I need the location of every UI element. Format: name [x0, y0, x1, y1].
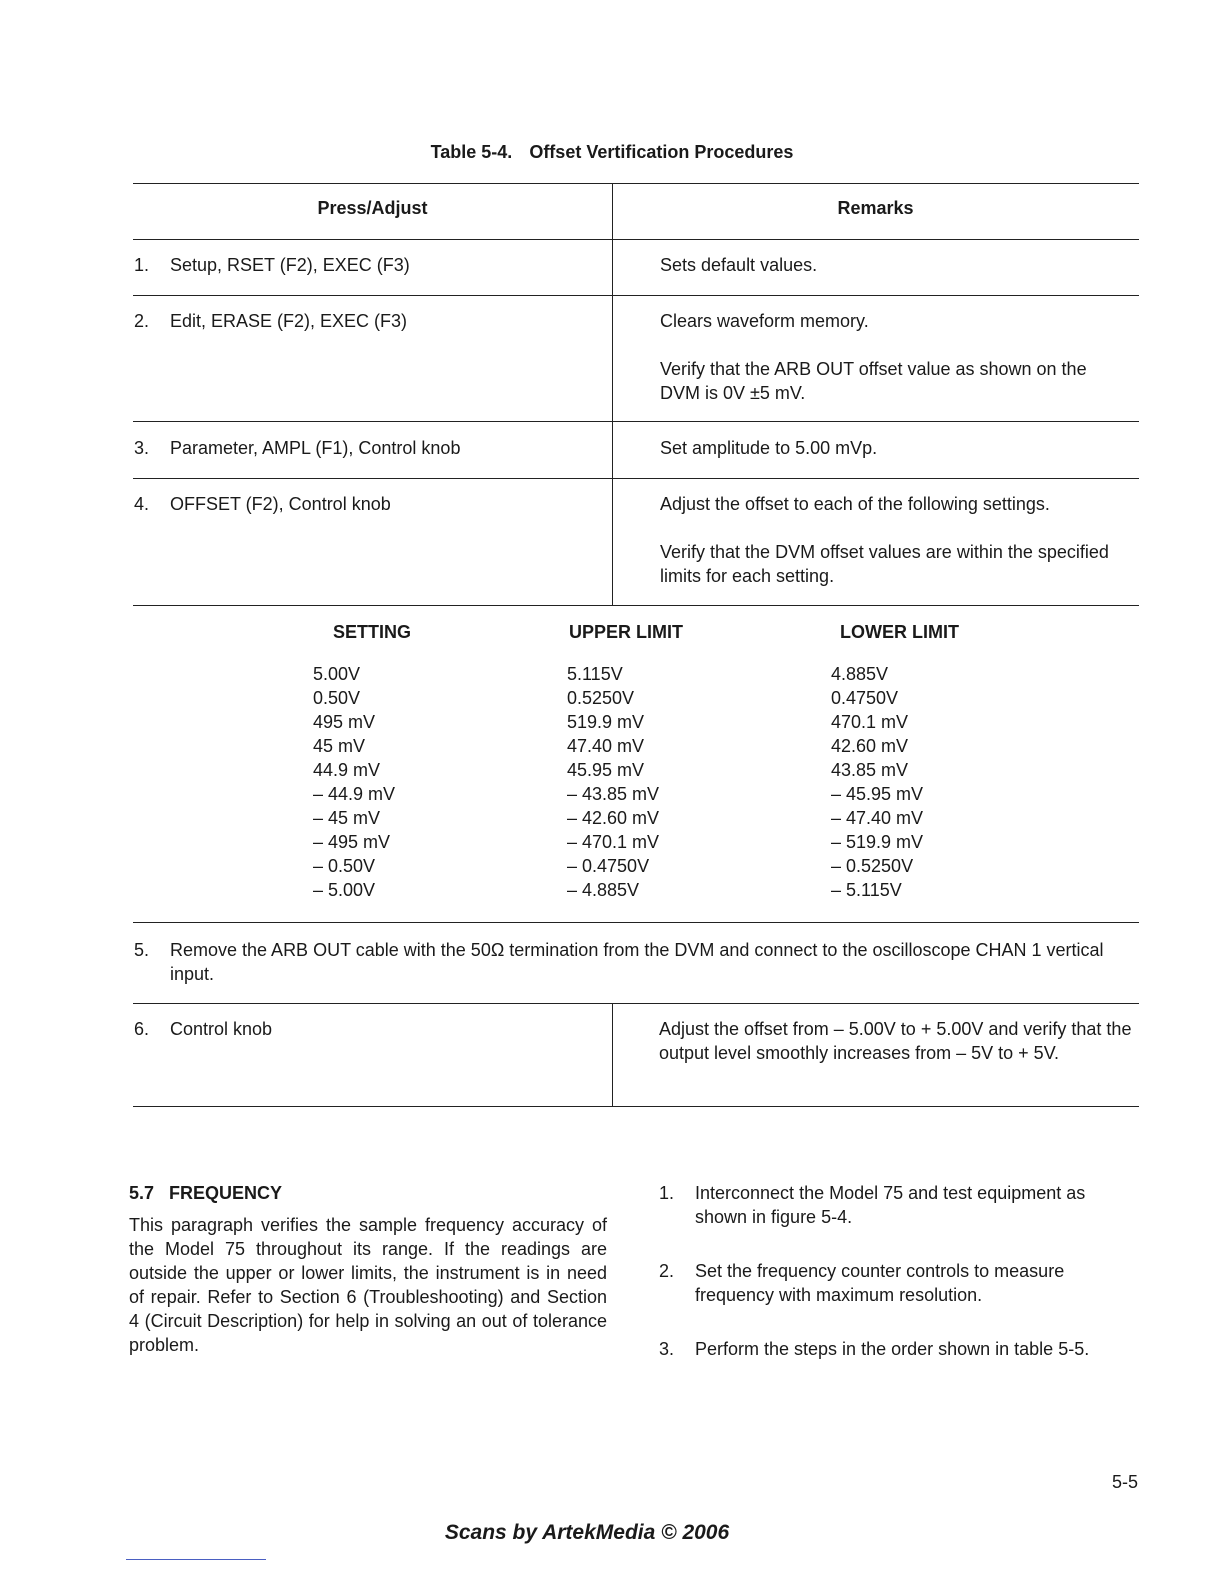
limit-value: 0.50V [313, 688, 361, 708]
setting-header: SETTING [333, 622, 412, 642]
table-rule [133, 295, 1139, 296]
list-item [659, 1181, 1139, 1229]
remark-text: Adjust the offset from – 5.00V to + 5.00V and verify that the output level smoothly increases from – 5V to + 5V. [659, 1019, 1132, 1063]
setting-column [313, 620, 513, 902]
column-divider [612, 1003, 613, 1106]
remark-text: Sets default values. [660, 255, 818, 275]
lower-limit-column [831, 620, 1051, 902]
table-row [134, 938, 1144, 986]
step-number: 5. [134, 940, 150, 960]
step-number: 3. [659, 1339, 675, 1359]
table-row [134, 1017, 604, 1041]
limit-value: – 45.95 mV [831, 784, 924, 804]
limit-value: – 47.40 mV [831, 808, 924, 828]
limit-value: 519.9 mV [567, 712, 645, 732]
limit-value: 47.40 mV [567, 736, 645, 756]
table-title [0, 142, 1224, 163]
remark-text: Adjust the offset to each of the following settings. [660, 494, 1050, 514]
limit-value: 4.885V [831, 664, 889, 684]
table-row [134, 253, 604, 277]
limit-value: 5.00V [313, 664, 361, 684]
step-number: 6. [134, 1019, 150, 1039]
limit-value: – 44.9 mV [313, 784, 396, 804]
press-text: OFFSET (F2), Control knob [170, 494, 391, 514]
remark-text: Verify that the DVM offset values are within the specified limits for each setting. [660, 542, 1109, 586]
table-rule [133, 183, 1139, 184]
table-number: Table 5-4. [430, 142, 513, 162]
list-item [659, 1337, 1139, 1361]
press-text: Parameter, AMPL (F1), Control knob [170, 438, 461, 458]
table-row [134, 436, 604, 460]
table-rule [133, 605, 1139, 606]
limit-value: 42.60 mV [831, 736, 909, 756]
table-rule [133, 1106, 1139, 1107]
limit-value: – 519.9 mV [831, 832, 924, 852]
table-row [134, 309, 604, 333]
page-number: 5-5 [1112, 1472, 1139, 1492]
table-rule [133, 922, 1139, 923]
section-number: 5.7 [129, 1183, 155, 1203]
limit-value: – 470.1 mV [567, 832, 660, 852]
step-number: 4. [134, 494, 150, 514]
press-text: Setup, RSET (F2), EXEC (F3) [170, 255, 410, 275]
limit-value: 5.115V [567, 664, 623, 684]
section-title: FREQUENCY [169, 1183, 283, 1203]
limit-value: – 495 mV [313, 832, 391, 852]
setting-values [313, 662, 513, 902]
limit-value: 43.85 mV [831, 760, 909, 780]
step-text: Set the frequency counter controls to measure frequency with maximum resolution. [695, 1261, 1065, 1305]
step-text: Remove the ARB OUT cable with the 50Ω termination from the DVM and connect to the oscilloscope CHAN 1 vertical input. [170, 940, 1104, 984]
step-text: Interconnect the Model 75 and test equipment as shown in figure 5-4. [695, 1183, 1086, 1227]
table-title-text: Offset Vertification Procedures [529, 142, 794, 162]
limit-value: – 5.115V [831, 880, 902, 900]
press-text: Edit, ERASE (F2), EXEC (F3) [170, 311, 408, 331]
press-text: Control knob [170, 1019, 273, 1039]
section-steps [659, 1181, 1139, 1391]
header-remarks: Remarks [837, 198, 914, 218]
step-number: 1. [659, 1183, 675, 1203]
remark-text: Verify that the ARB OUT offset value as shown on the DVM is 0V ±5 mV. [660, 359, 1087, 403]
table-rule [133, 1003, 1139, 1004]
lower-limit-values [831, 662, 1051, 902]
limit-value: – 42.60 mV [567, 808, 660, 828]
limit-value: 0.5250V [567, 688, 635, 708]
limit-value: – 45 mV [313, 808, 381, 828]
table-rule [133, 478, 1139, 479]
step-text: Perform the steps in the order shown in table 5-5. [695, 1339, 1090, 1359]
header-press-adjust: Press/Adjust [317, 198, 428, 218]
remark-text: Clears waveform memory. [660, 311, 869, 331]
remark-text: Set amplitude to 5.00 mVp. [660, 438, 878, 458]
step-number: 3. [134, 438, 150, 458]
table-rule [133, 239, 1139, 240]
section-heading [129, 1183, 282, 1204]
limit-value: 45.95 mV [567, 760, 645, 780]
table-row [134, 492, 604, 516]
section-body: This paragraph verifies the sample frequency accuracy of the Model 75 throughout its range. If the readings are outside the upper or lower limits, the instrument is in need of repair. Refer to Section 6 (Troubleshooting) and Section 4 (Circuit Description) for help in solving an out of tolerance problem. [129, 1215, 607, 1355]
limit-value: 0.4750V [831, 688, 899, 708]
list-item [659, 1259, 1139, 1307]
step-number: 2. [134, 311, 150, 331]
column-divider [612, 183, 613, 605]
limit-value: – 5.00V [313, 880, 376, 900]
footer-credit: Scans by ArtekMedia © 2006 [444, 1521, 730, 1544]
limit-value: 495 mV [313, 712, 376, 732]
step-number: 1. [134, 255, 150, 275]
lower-limit-header: LOWER LIMIT [840, 622, 959, 642]
limit-value: – 4.885V [567, 880, 640, 900]
limit-value: – 0.4750V [567, 856, 650, 876]
limit-value: 44.9 mV [313, 760, 381, 780]
limit-value: 45 mV [313, 736, 366, 756]
upper-limit-column [567, 620, 787, 902]
upper-limit-values [567, 662, 787, 902]
limit-value: – 0.5250V [831, 856, 914, 876]
limit-value: – 43.85 mV [567, 784, 660, 804]
limit-value: – 0.50V [313, 856, 376, 876]
limit-value: 470.1 mV [831, 712, 909, 732]
table-rule [133, 421, 1139, 422]
upper-limit-header: UPPER LIMIT [569, 622, 684, 642]
footer-rule [126, 1559, 266, 1560]
step-number: 2. [659, 1261, 675, 1281]
